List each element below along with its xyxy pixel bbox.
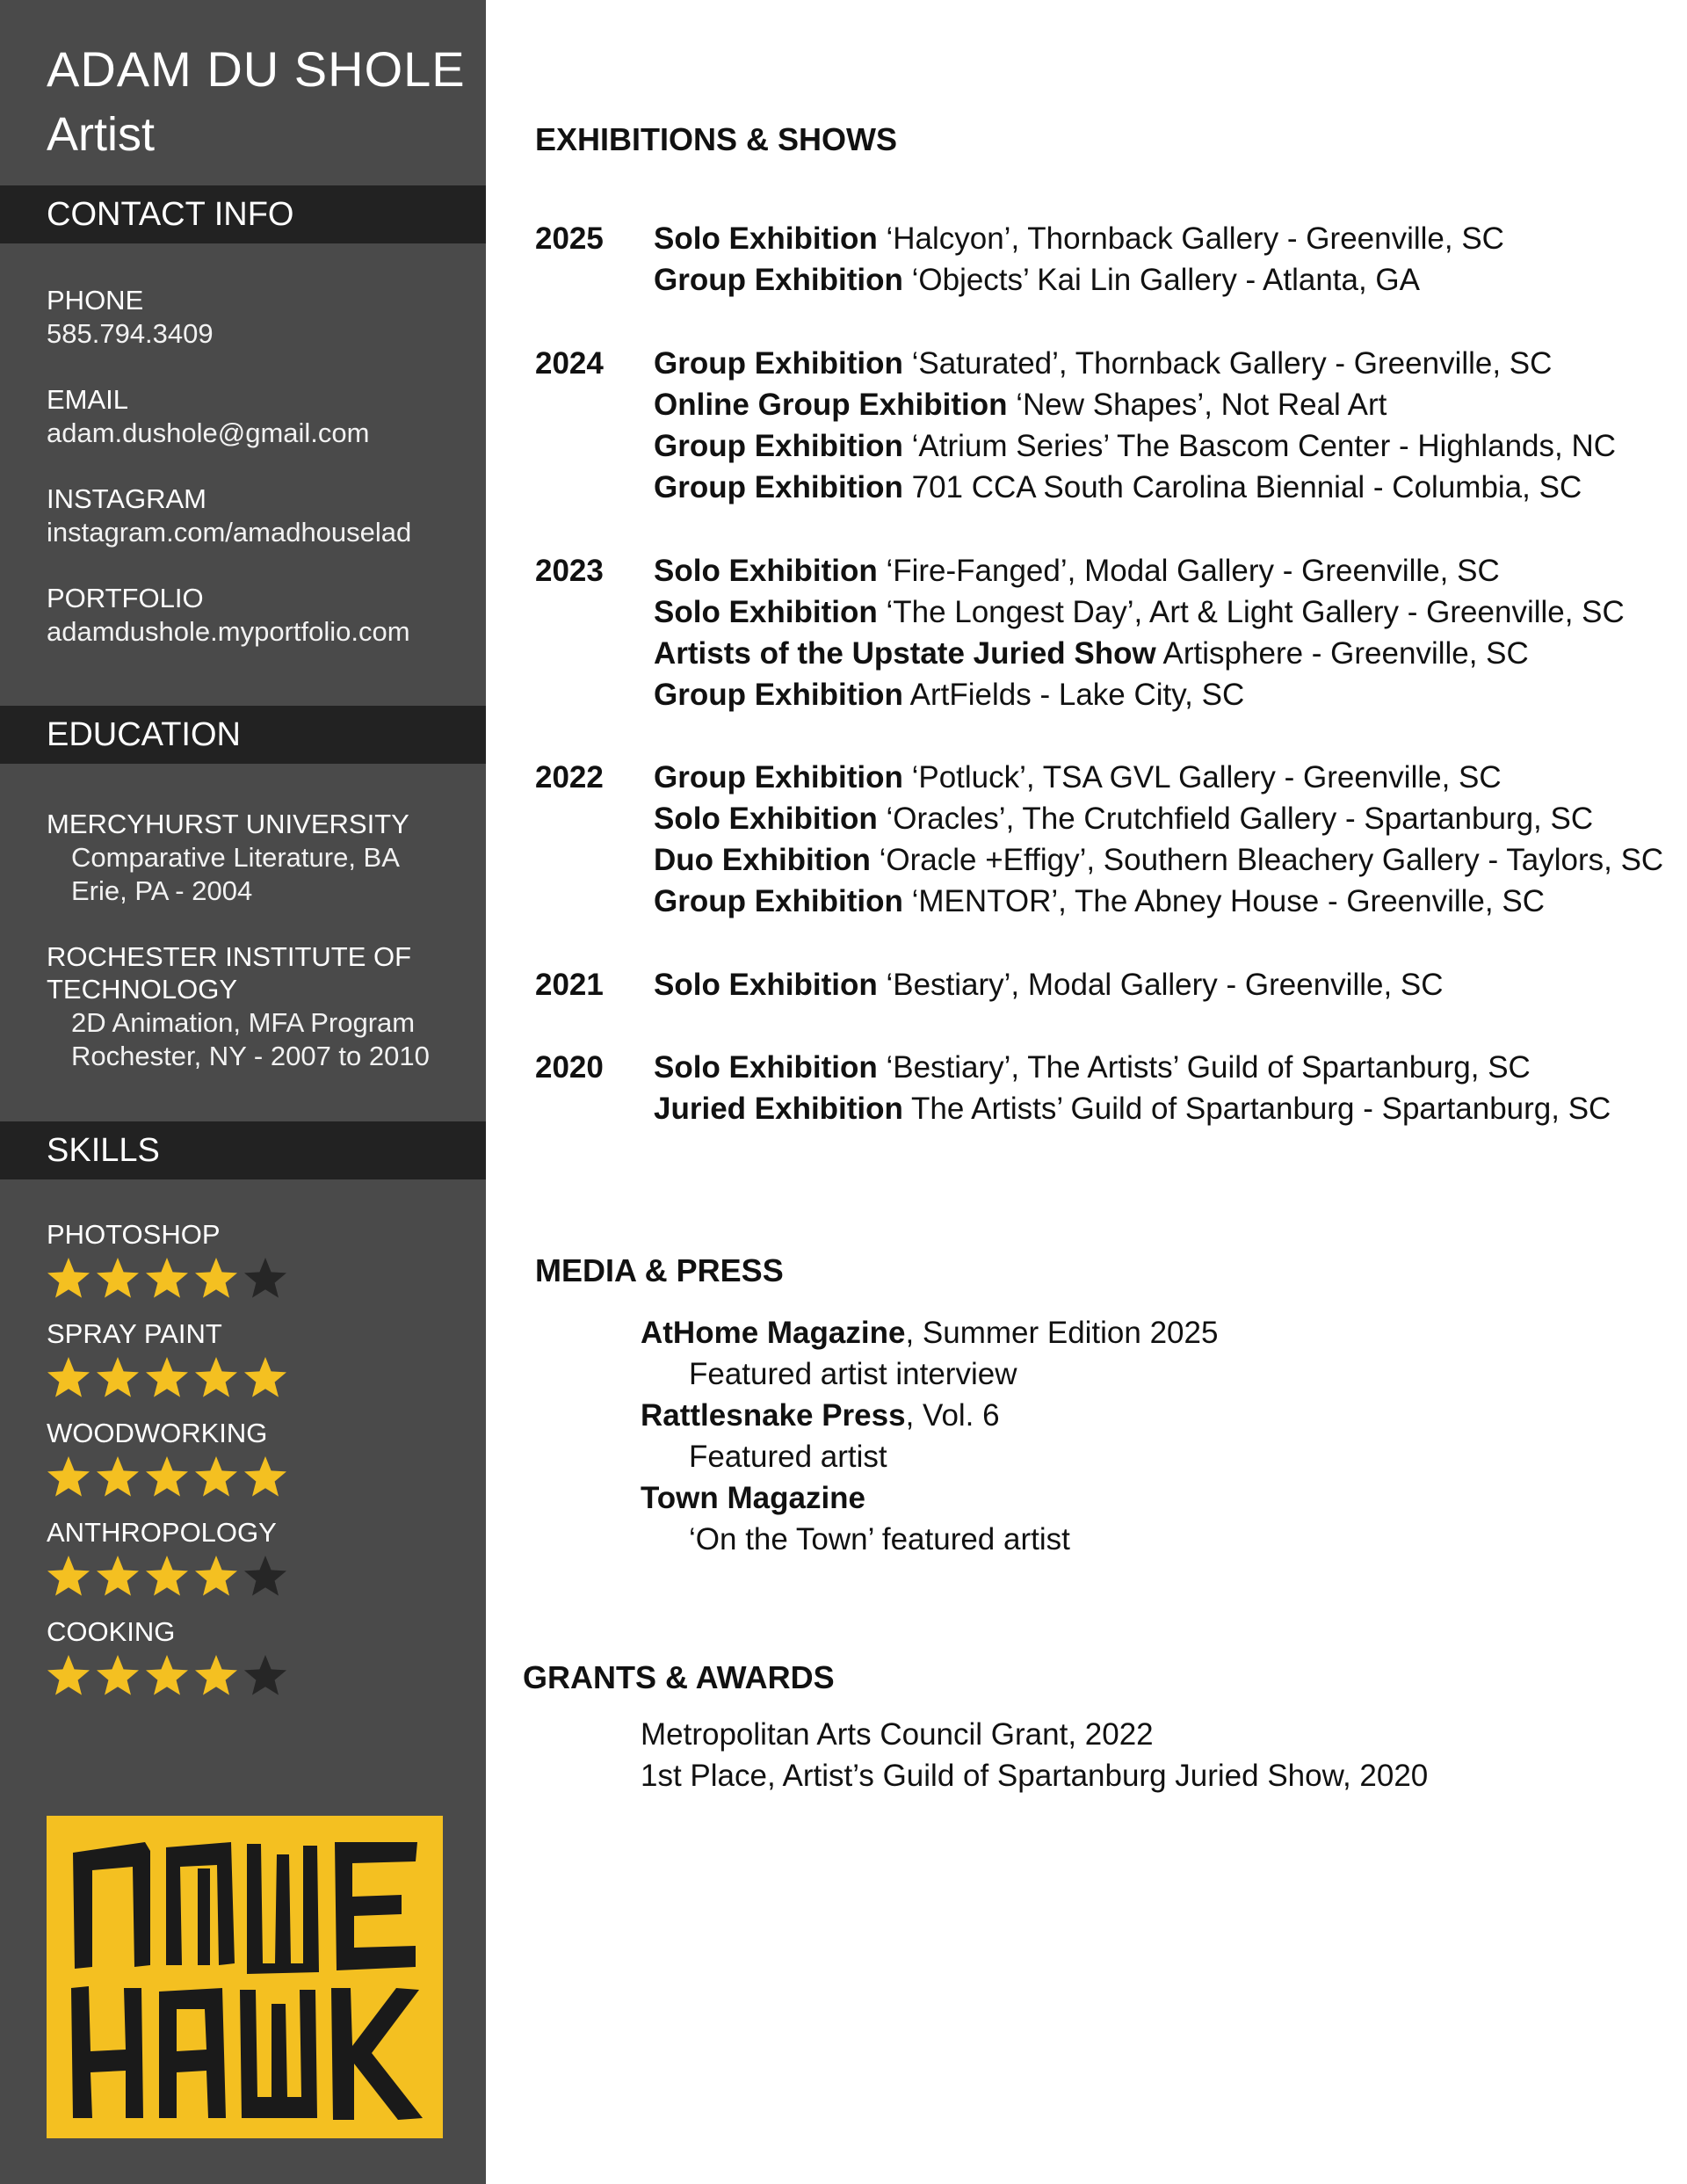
exhibition-details: ‘Bestiary’, Modal Gallery - Greenville, SC (877, 968, 1444, 1002)
exhibition-details: ‘Fire-Fanged’, Modal Gallery - Greenville, SC (877, 554, 1500, 588)
phone-value[interactable]: 585.794.3409 (47, 318, 214, 349)
exhibition-details: ‘Bestiary’, The Artists’ Guild of Spartanburg, SC (877, 1050, 1531, 1085)
star-filled-icon (192, 1553, 240, 1600)
exhibition-year: 2024 (535, 346, 604, 381)
press-outlet: AtHome Magazine (641, 1316, 906, 1350)
phone-label: PHONE (47, 285, 144, 316)
email-value[interactable]: adam.dushole@gmail.com (47, 417, 370, 448)
exhibition-entry (654, 840, 1663, 881)
exhibition-entry (654, 592, 1625, 633)
email-label: EMAIL (47, 384, 129, 415)
skill-rating (45, 1255, 289, 1304)
exhibitions-heading: EXHIBITIONS & SHOWS (535, 121, 898, 157)
exhibition-details: ‘The Longest Day’, Art & Light Gallery - Greenville, SC (877, 595, 1625, 629)
press-item (641, 1478, 865, 1519)
exhibition-entry (654, 551, 1500, 591)
exhibition-entry (654, 468, 1582, 508)
school-1-name: MERCYHURST UNIVERSITY (47, 809, 409, 839)
star-filled-icon (94, 1553, 141, 1600)
exhibition-details: 701 CCA South Carolina Biennial - Columbia, SC (902, 470, 1582, 504)
exhibition-entry (654, 675, 1244, 715)
press-item (641, 1396, 1000, 1436)
school-2-place: Rochester, NY - 2007 to 2010 (71, 1041, 430, 1071)
exhibition-entry (654, 965, 1444, 1005)
exhibition-type: Group Exhibition (654, 678, 903, 712)
star-empty-icon (242, 1255, 289, 1302)
star-filled-icon (143, 1354, 191, 1402)
star-filled-icon (45, 1255, 92, 1302)
instagram-label: INSTAGRAM (47, 483, 206, 514)
contact-heading: CONTACT INFO (0, 185, 486, 243)
star-filled-icon (192, 1354, 240, 1402)
exhibition-type: Solo Exhibition (654, 968, 878, 1002)
star-filled-icon (143, 1454, 191, 1501)
press-edition: , Vol. 6 (905, 1398, 1000, 1433)
star-filled-icon (143, 1652, 191, 1700)
press-edition: , Summer Edition 2025 (905, 1316, 1219, 1350)
grant-item: Metropolitan Arts Council Grant, 2022 (641, 1717, 1154, 1752)
exhibition-details: ArtFields - Lake City, SC (902, 678, 1245, 712)
exhibition-entry (654, 882, 1545, 922)
star-filled-icon (45, 1454, 92, 1501)
skill-label: WOODWORKING (47, 1418, 268, 1448)
skill-rating (45, 1454, 289, 1503)
press-outlet: Town Magazine (641, 1481, 866, 1515)
portfolio-value[interactable]: adamdushole.myportfolio.com (47, 616, 410, 647)
star-filled-icon (45, 1652, 92, 1700)
star-filled-icon (192, 1255, 240, 1302)
exhibition-year: 2022 (535, 760, 604, 795)
school-1-degree: Comparative Literature, BA (71, 842, 400, 873)
exhibition-type: Juried Exhibition (654, 1092, 903, 1126)
exhibition-details: Artisphere - Greenville, SC (1155, 636, 1529, 671)
exhibition-entry (654, 634, 1529, 674)
exhibition-type: Group Exhibition (654, 884, 903, 918)
exhibition-details: ‘Oracle +Effigy’, Southern Bleachery Gallery - Taylors, SC (870, 843, 1664, 877)
exhibition-entry (654, 1089, 1611, 1129)
star-filled-icon (143, 1255, 191, 1302)
star-filled-icon (242, 1354, 289, 1402)
school-2-degree: 2D Animation, MFA Program (71, 1007, 416, 1038)
exhibition-entry (654, 260, 1420, 301)
star-filled-icon (94, 1255, 141, 1302)
star-filled-icon (192, 1652, 240, 1700)
exhibition-year: 2021 (535, 968, 604, 1002)
exhibition-entry (654, 799, 1593, 839)
exhibition-details: ‘MENTOR’, The Abney House - Greenville, SC (902, 884, 1545, 918)
exhibition-details: ‘Potluck’, TSA GVL Gallery - Greenville, SC (902, 760, 1502, 795)
exhibition-entry (654, 758, 1502, 798)
exhibition-type: Solo Exhibition (654, 1050, 878, 1085)
star-filled-icon (242, 1454, 289, 1501)
press-description: Featured artist (689, 1440, 887, 1474)
skill-rating (45, 1354, 289, 1404)
portfolio-label: PORTFOLIO (47, 583, 204, 613)
exhibition-entry (654, 219, 1504, 259)
artist-role: Artist (47, 108, 156, 161)
grant-item: 1st Place, Artist’s Guild of Spartanburg Juried Show, 2020 (641, 1759, 1429, 1793)
exhibition-type: Solo Exhibition (654, 221, 878, 256)
exhibition-type: Group Exhibition (654, 263, 903, 297)
exhibition-entry (654, 385, 1387, 425)
school-2-name-line1: ROCHESTER INSTITUTE OF (47, 941, 412, 972)
exhibition-year: 2020 (535, 1050, 604, 1085)
star-empty-icon (242, 1652, 289, 1700)
exhibition-details: ‘Halcyon’, Thornback Gallery - Greenville, SC (877, 221, 1504, 256)
star-filled-icon (45, 1354, 92, 1402)
skill-label: PHOTOSHOP (47, 1219, 221, 1250)
exhibition-type: Group Exhibition (654, 470, 903, 504)
instagram-value[interactable]: instagram.com/amadhouselad (47, 517, 412, 548)
exhibition-details: ‘Saturated’, Thornback Gallery - Greenville, SC (902, 346, 1553, 381)
star-filled-icon (94, 1652, 141, 1700)
media-heading: MEDIA & PRESS (535, 1252, 784, 1288)
artist-logo (47, 1816, 443, 2138)
school-1-place: Erie, PA - 2004 (71, 875, 253, 906)
exhibition-type: Solo Exhibition (654, 595, 878, 629)
star-empty-icon (242, 1553, 289, 1600)
exhibition-entry (654, 344, 1552, 384)
sidebar (0, 0, 486, 2184)
press-item (641, 1313, 1218, 1353)
exhibition-entry (654, 426, 1616, 467)
exhibition-year: 2023 (535, 554, 604, 588)
exhibition-year: 2025 (535, 221, 604, 256)
exhibition-type: Solo Exhibition (654, 554, 878, 588)
star-filled-icon (143, 1553, 191, 1600)
exhibition-type: Online Group Exhibition (654, 388, 1008, 422)
skill-label: ANTHROPOLOGY (47, 1517, 277, 1548)
press-outlet: Rattlesnake Press (641, 1398, 906, 1433)
skills-heading: SKILLS (0, 1121, 486, 1179)
skill-rating (45, 1553, 289, 1602)
exhibition-details: The Artists’ Guild of Spartanburg - Spartanburg, SC (902, 1092, 1611, 1126)
exhibition-type: Duo Exhibition (654, 843, 871, 877)
skill-label: SPRAY PAINT (47, 1318, 222, 1349)
star-filled-icon (94, 1354, 141, 1402)
exhibition-type: Solo Exhibition (654, 802, 878, 836)
school-2-name-line2: TECHNOLOGY (47, 974, 238, 1005)
press-description: Featured artist interview (689, 1357, 1017, 1391)
exhibition-type: Artists of the Upstate Juried Show (654, 636, 1156, 671)
exhibition-type: Group Exhibition (654, 429, 903, 463)
exhibition-type: Group Exhibition (654, 760, 903, 795)
exhibition-type: Group Exhibition (654, 346, 903, 381)
education-heading: EDUCATION (0, 706, 486, 764)
star-filled-icon (192, 1454, 240, 1501)
exhibition-details: ‘New Shapes’, Not Real Art (1007, 388, 1387, 422)
exhibition-details: ‘Oracles’, The Crutchfield Gallery - Spartanburg, SC (877, 802, 1594, 836)
artist-name: ADAM DU SHOLE (47, 41, 466, 97)
grants-heading: GRANTS & AWARDS (523, 1659, 835, 1695)
exhibition-details: ‘Objects’ Kai Lin Gallery - Atlanta, GA (902, 263, 1420, 297)
skill-label: COOKING (47, 1616, 176, 1647)
exhibition-details: ‘Atrium Series’ The Bascom Center - Highlands, NC (902, 429, 1616, 463)
press-description: ‘On the Town’ featured artist (689, 1522, 1070, 1556)
star-filled-icon (94, 1454, 141, 1501)
exhibition-entry (654, 1048, 1531, 1088)
skill-rating (45, 1652, 289, 1701)
star-filled-icon (45, 1553, 92, 1600)
